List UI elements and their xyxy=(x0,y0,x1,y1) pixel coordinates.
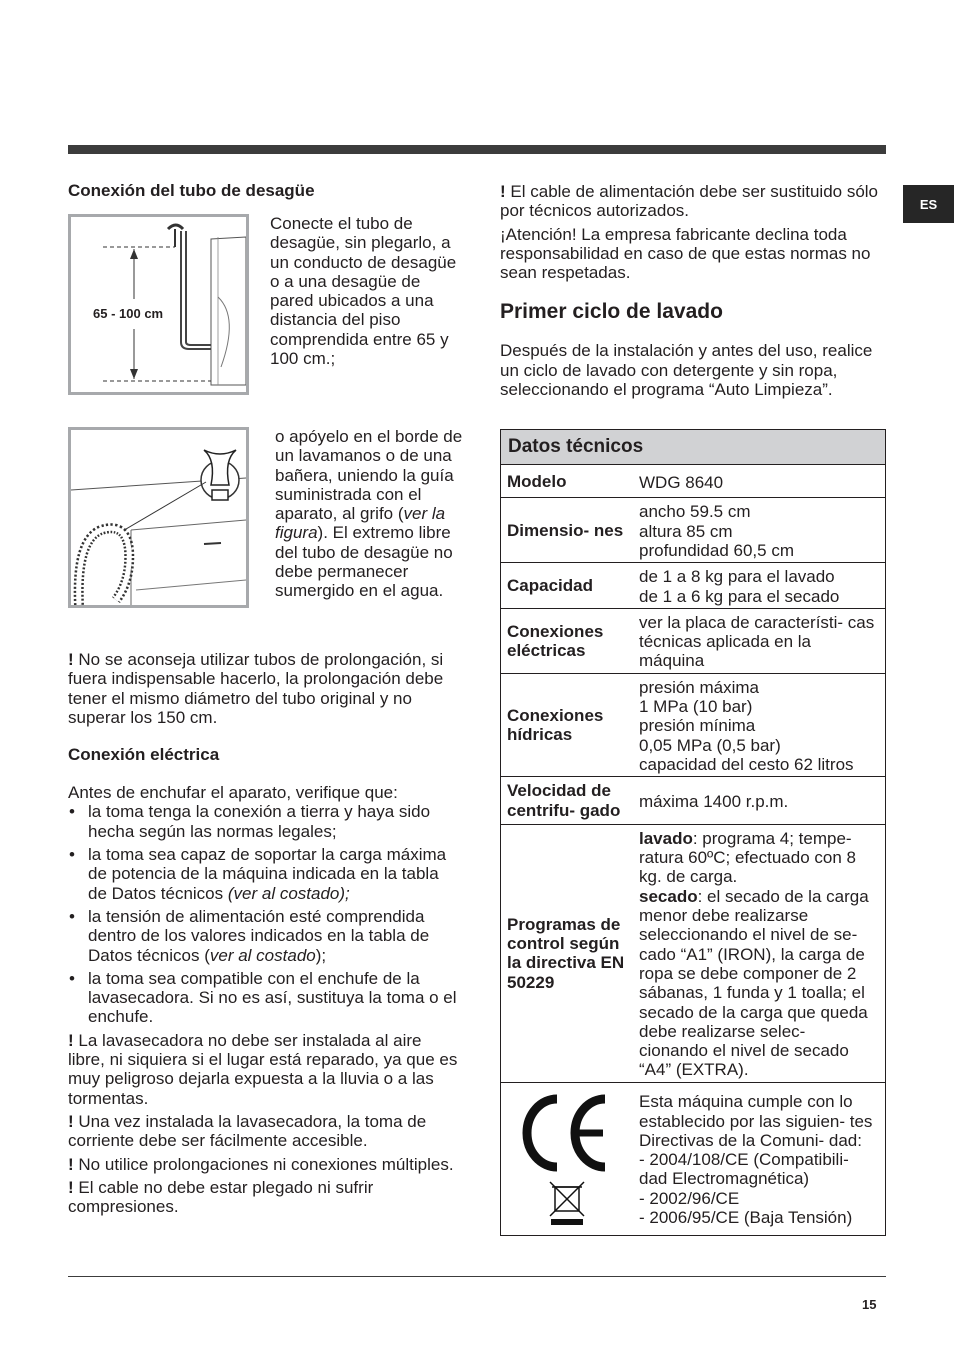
list-item: • la toma tenga la conexión a tierra y haya sido hecha según las normas legales; xyxy=(68,802,458,841)
footer-rule xyxy=(68,1276,886,1277)
cable-bend-warning: ! El cable no debe estar plegado ni sufrir compresiones. xyxy=(68,1177,374,1217)
right-column xyxy=(500,182,888,1236)
outdoor-warning: ! La lavasecadora no debe ser instalada al aire libre, ni siquiera si el lugar está reparado, ya que es muy peligroso dejarla expuesta a la lluvia o a las tormentas. xyxy=(68,1030,458,1108)
drain-hose-height-illustration xyxy=(71,217,246,392)
table-row: Conexiones eléctricas ver la placa de característi- cas técnicas aplicada en la máquina xyxy=(501,608,886,673)
table-row: Esta máquina cumple con lo establecido por las siguien- tes Directivas de la Comuni- dad: - 2004/108/CE (Compatibili- dad Electromagnética) - 2002/96/CE - 2006/95/CE (Baja Tensión) xyxy=(501,1082,886,1235)
first-cycle-text: Después de la instalación y antes del uso, realice un ciclo de lavado con detergente y sin ropa, seleccionando el programa “Auto Limpieza”. xyxy=(500,341,873,400)
weee-bin-icon xyxy=(550,1182,584,1225)
cable-replacement-warning: ! El cable de alimentación debe ser sustituido sólo por técnicos autorizados. xyxy=(500,182,879,221)
header-rule xyxy=(68,145,886,154)
table-row: Capacidad de 1 a 8 kg para el lavado de 1 a 6 kg para el secado xyxy=(501,563,886,609)
socket-access-warning: ! Una vez instalada la lavasecadora, la toma de corriente debe ser fácilmente accesible. xyxy=(68,1111,427,1151)
language-tab: ES xyxy=(903,185,954,223)
sink-figure-block xyxy=(68,427,463,637)
first-cycle-title: Primer ciclo de lavado xyxy=(500,300,723,324)
extension-warning: ! No se aconseja utilizar tubos de prolongación, si fuera indispensable hacerlo, la prolongación debe tener el mismo diámetro del tubo original y no superar los 150 cm. xyxy=(68,650,444,727)
drain-wall-instruction: Conecte el tubo de desagüe, sin plegarlo, a un conducto de desagüe o a una desagüe de pared ubicados a una distancia del piso comprendida entre 65 y 100 cm.; xyxy=(270,214,457,369)
table-title: Datos técnicos xyxy=(501,430,886,465)
ce-mark-icon xyxy=(517,1087,617,1227)
sink-hose-figure xyxy=(68,427,249,608)
list-item: • la toma sea capaz de soportar la carga máxima de potencia de la máquina indicada en la tabla de Datos técnicos (ver al costado); xyxy=(68,845,458,903)
table-row: Velocidad de centrifu- gado máxima 1400 r.p.m. xyxy=(501,777,886,825)
list-item: • la toma sea compatible con el enchufe de la lavasecadora. Si no es así, sustituya la toma o el enchufe. xyxy=(68,969,458,1027)
electrical-intro: Antes de enchufar el aparato, verifique que: xyxy=(68,783,398,803)
extension-cord-warning: ! No utilice prolongaciones ni conexiones múltiples. xyxy=(68,1154,454,1174)
page-number: 15 xyxy=(862,1297,877,1312)
electrical-section-title: Conexión eléctrica xyxy=(68,745,220,765)
electrical-checklist xyxy=(68,802,458,1026)
sink-instruction: o apóyelo en el borde de un lavamanos o de una bañera, uniendo la guía suministrada con el aparato, al grifo (ver la figura). El extremo libre del tubo de desagüe no debe permanecer sumergido en el agua. xyxy=(275,427,463,601)
drain-figure-block xyxy=(68,214,458,414)
list-item: • la tensión de alimentación esté comprendida dentro de los valores indicados en la tabla de Datos técnicos (ver al costado); xyxy=(68,907,458,965)
drain-section-title: Conexión del tubo de desagüe xyxy=(68,181,315,200)
height-range-label: 65 - 100 cm xyxy=(93,306,164,321)
table-row: Programas de control según la directiva EN 50229 lavado: programa 4; tempe- ratura 60ºC; efectuado con 8 kg. de carga. secado: el secado de la carga menor debe realizarse seleccionando el nivel de se- cado “A1” (IRON), la carga de ropa se debe componer de 2 sábanas, 1 funda y 1 toalla; el secado de la carga que queda debe realizarse selec- cionando el nivel de secado “A4” (EXTRA). xyxy=(501,824,886,1082)
table-row: Modelo WDG 8640 xyxy=(501,465,886,498)
table-row: Conexiones hídricas presión máxima 1 MPa (10 bar) presión mínima 0,05 MPa (0,5 bar) capacidad del cesto 62 litros xyxy=(501,673,886,776)
left-column xyxy=(68,181,463,1217)
table-row: Dimensio- nes ancho 59.5 cm altura 85 cm profundidad 60,5 cm xyxy=(501,498,886,563)
table-header-row xyxy=(501,430,886,465)
liability-notice: ¡Atención! La empresa fabricante declina toda responsabilidad en caso de que estas normas no sean respetadas. xyxy=(500,224,871,283)
technical-data-table xyxy=(500,429,886,1236)
drain-height-figure xyxy=(68,214,249,395)
sink-hose-illustration xyxy=(71,430,246,605)
